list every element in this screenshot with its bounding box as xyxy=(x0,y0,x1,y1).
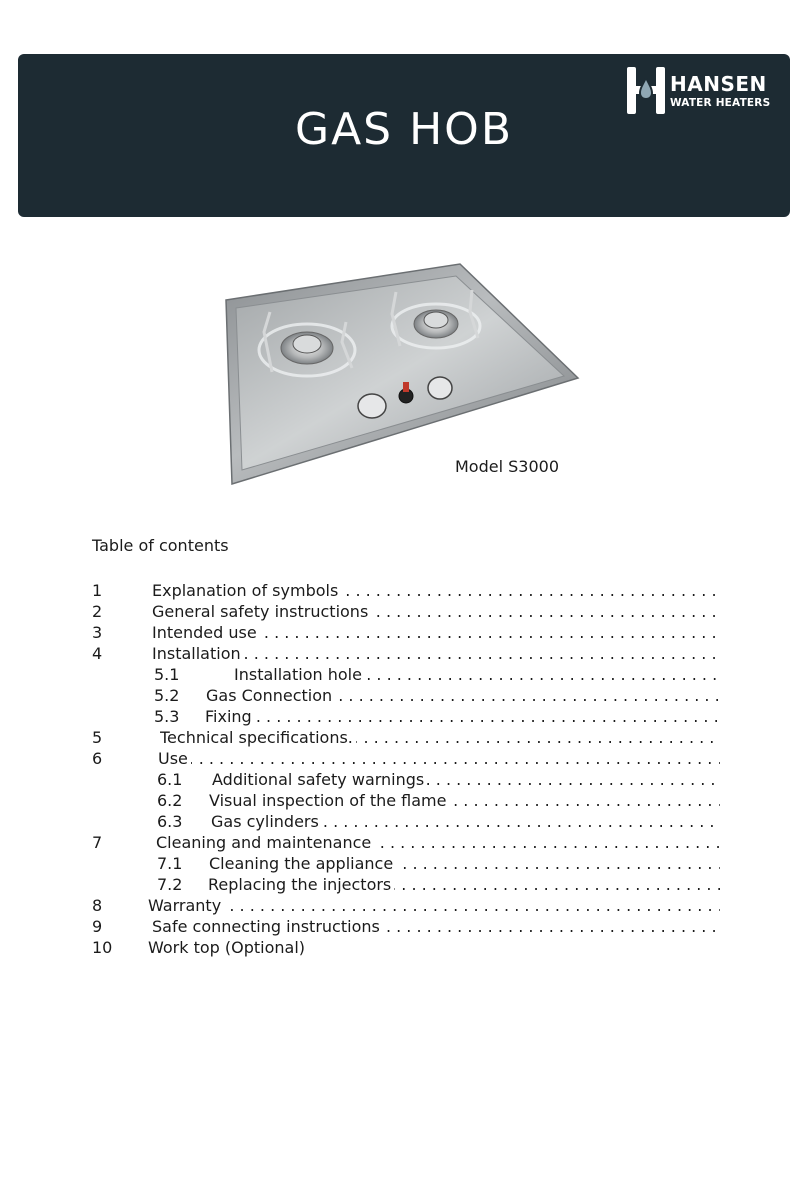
toc-entry xyxy=(92,769,720,790)
toc-title: Replacing the injectors xyxy=(208,875,394,894)
toc-entry xyxy=(92,853,720,874)
toc-entry xyxy=(92,706,720,727)
toc-entry xyxy=(92,643,720,664)
toc-entry xyxy=(92,664,720,685)
toc-number: 6.2 xyxy=(157,791,183,810)
toc-number: 5.2 xyxy=(154,686,180,705)
gas-hob-photo xyxy=(224,262,584,490)
toc-number: 6 xyxy=(92,749,103,768)
toc-entry xyxy=(92,790,720,811)
toc-title: Installation hole xyxy=(234,665,365,684)
toc-number: 4 xyxy=(92,644,103,663)
toc-number: 3 xyxy=(92,623,103,642)
toc-entry xyxy=(92,895,720,916)
toc-title: General safety instructions xyxy=(152,602,371,621)
toc-title: Installation xyxy=(152,644,244,663)
toc-entry xyxy=(92,601,720,622)
toc-entry xyxy=(92,832,720,853)
toc-number: 10 xyxy=(92,938,113,957)
toc-number: 5.3 xyxy=(154,707,180,726)
brand-subtitle: WATER HEATERS xyxy=(670,97,771,109)
toc-title: Gas Connection xyxy=(206,686,335,705)
toc-number: 5.1 xyxy=(154,665,180,684)
toc-number: 7.1 xyxy=(157,854,183,873)
toc-number: 6.1 xyxy=(157,770,183,789)
toc-number: 7.2 xyxy=(157,875,183,894)
toc-title: Use xyxy=(158,749,191,768)
toc-number: 6.3 xyxy=(157,812,183,831)
toc-entry xyxy=(92,622,720,643)
toc-heading: Table of contents xyxy=(92,536,229,555)
toc-entry xyxy=(92,685,720,706)
toc-title: Cleaning the appliance xyxy=(209,854,396,873)
document-title: GAS HOB xyxy=(294,104,513,155)
toc-number: 7 xyxy=(92,833,103,852)
toc-title: Explanation of symbols xyxy=(152,581,341,600)
toc-number: 1 xyxy=(92,581,103,600)
toc-title: Fixing xyxy=(205,707,255,726)
toc-number: 5 xyxy=(92,728,103,747)
brand-logo xyxy=(626,66,782,118)
toc-number: 8 xyxy=(92,896,103,915)
hansen-logo-icon xyxy=(626,66,668,116)
toc-entry xyxy=(92,916,720,937)
toc-entry xyxy=(92,580,720,601)
toc-entry xyxy=(92,748,720,769)
toc-entry xyxy=(92,727,720,748)
toc-title: Visual inspection of the flame xyxy=(209,791,449,810)
toc-title: Additional safety warnings xyxy=(212,770,427,789)
toc-entry xyxy=(92,937,720,958)
model-caption: Model S3000 xyxy=(455,457,559,476)
toc-number: 9 xyxy=(92,917,103,936)
toc-title: Gas cylinders xyxy=(211,812,322,831)
toc-title: Cleaning and maintenance xyxy=(156,833,374,852)
toc-title: Intended use xyxy=(152,623,260,642)
toc-title: Technical specifications. xyxy=(160,728,356,747)
brand-name: HANSEN xyxy=(670,72,767,96)
toc-entry xyxy=(92,874,720,895)
toc-title: Safe connecting instructions xyxy=(152,917,383,936)
toc-title: Warranty xyxy=(148,896,224,915)
toc-number: 2 xyxy=(92,602,103,621)
toc-entry xyxy=(92,811,720,832)
toc-title: Work top (Optional) xyxy=(148,938,308,957)
